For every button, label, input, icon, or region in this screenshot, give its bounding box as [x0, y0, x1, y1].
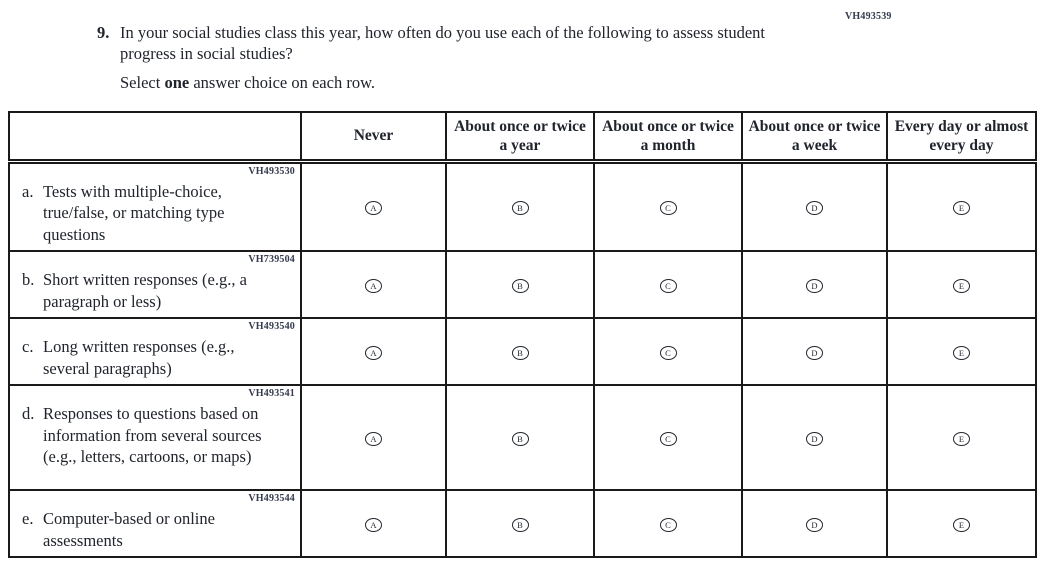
row-letter: d. — [22, 404, 35, 423]
answer-cell — [446, 251, 594, 318]
answer-cell — [446, 161, 594, 251]
row-letter: e. — [22, 509, 34, 528]
col-header-once-twice-year: About once or twice a year — [446, 112, 594, 161]
select-instruction-prefix: Select — [120, 73, 165, 92]
row-code: VH493544 — [248, 493, 295, 504]
answer-cell — [742, 490, 887, 557]
response-matrix-wrap — [8, 111, 1037, 558]
answer-option-E[interactable]: E — [953, 518, 970, 532]
answer-cell — [742, 251, 887, 318]
col-header-once-twice-month: About once or twice a month — [594, 112, 742, 161]
answer-cell — [301, 318, 446, 385]
answer-cell — [301, 161, 446, 251]
form-code: VH493539 — [845, 11, 892, 22]
table-row-d — [9, 385, 1036, 490]
row-label: Responses to questions based on information from several sources (e.g., letters, cartoons, or maps) — [43, 404, 262, 466]
row-letter: c. — [22, 337, 34, 356]
answer-option-A[interactable]: A — [365, 518, 382, 532]
answer-cell — [887, 318, 1036, 385]
answer-option-A[interactable]: A — [365, 201, 382, 215]
answer-cell — [594, 385, 742, 490]
answer-option-E[interactable]: E — [953, 279, 970, 293]
answer-option-B[interactable]: B — [512, 346, 529, 360]
row-code: VH493530 — [248, 165, 295, 177]
answer-option-B[interactable]: B — [512, 518, 529, 532]
row-label-cell — [9, 318, 301, 385]
answer-option-C[interactable]: C — [660, 201, 677, 215]
corner-cell — [9, 112, 301, 161]
table-row-a — [9, 161, 1036, 251]
answer-cell — [301, 385, 446, 490]
row-code: VH493541 — [248, 388, 295, 399]
answer-option-D[interactable]: D — [806, 201, 823, 215]
header-row — [9, 112, 1036, 161]
answer-cell — [301, 490, 446, 557]
answer-option-B[interactable]: B — [512, 279, 529, 293]
answer-cell — [887, 251, 1036, 318]
answer-cell — [887, 385, 1036, 490]
answer-cell — [594, 318, 742, 385]
question-number: 9. — [97, 23, 110, 42]
answer-cell — [742, 161, 887, 251]
answer-option-A[interactable]: A — [365, 346, 382, 360]
row-label: Computer-based or online assessments — [43, 509, 215, 550]
answer-option-C[interactable]: C — [660, 518, 677, 532]
row-label: Short written responses (e.g., a paragraph or less) — [43, 270, 247, 311]
row-code: VH739504 — [248, 254, 295, 265]
answer-option-D[interactable]: D — [806, 432, 823, 446]
row-code: VH493540 — [248, 321, 295, 332]
answer-option-E[interactable]: E — [953, 346, 970, 360]
col-header-never: Never — [301, 112, 446, 161]
select-instruction-bold: one — [164, 73, 190, 92]
row-letter: b. — [22, 270, 35, 289]
col-header-once-twice-week: About once or twice a week — [742, 112, 887, 161]
answer-option-B[interactable]: B — [512, 432, 529, 446]
answer-option-D[interactable]: D — [806, 279, 823, 293]
answer-option-C[interactable]: C — [660, 279, 677, 293]
table-row-c — [9, 318, 1036, 385]
row-label-cell — [9, 251, 301, 318]
row-label-cell — [9, 490, 301, 557]
response-matrix — [8, 111, 1037, 558]
answer-option-D[interactable]: D — [806, 518, 823, 532]
question-block — [97, 22, 797, 93]
answer-cell — [594, 490, 742, 557]
table-row-b — [9, 251, 1036, 318]
answer-option-C[interactable]: C — [660, 346, 677, 360]
row-label: Long written responses (e.g., several paragraphs) — [43, 337, 235, 378]
answer-option-E[interactable]: E — [953, 201, 970, 215]
table-row-e — [9, 490, 1036, 557]
answer-cell — [301, 251, 446, 318]
answer-cell — [594, 251, 742, 318]
answer-cell — [742, 385, 887, 490]
row-label: Tests with multiple-choice, true/false, or matching type questions — [43, 181, 225, 244]
answer-option-A[interactable]: A — [365, 432, 382, 446]
answer-cell — [446, 318, 594, 385]
answer-cell — [446, 490, 594, 557]
row-label-cell — [9, 385, 301, 490]
select-instruction — [97, 72, 797, 93]
answer-cell — [887, 161, 1036, 251]
answer-option-D[interactable]: D — [806, 346, 823, 360]
answer-option-A[interactable]: A — [365, 279, 382, 293]
row-label-cell — [9, 161, 301, 251]
question-text: In your social studies class this year, how often do you use each of the following to assess student progress in social studies? — [120, 23, 766, 63]
answer-option-B[interactable]: B — [512, 201, 529, 215]
answer-cell — [594, 161, 742, 251]
answer-cell — [446, 385, 594, 490]
select-instruction-suffix: answer choice on each row. — [189, 73, 376, 92]
answer-cell — [742, 318, 887, 385]
row-letter: a. — [22, 181, 34, 201]
answer-option-E[interactable]: E — [953, 432, 970, 446]
answer-cell — [887, 490, 1036, 557]
col-header-every-day: Every day or almost every day — [887, 112, 1036, 161]
answer-option-C[interactable]: C — [660, 432, 677, 446]
